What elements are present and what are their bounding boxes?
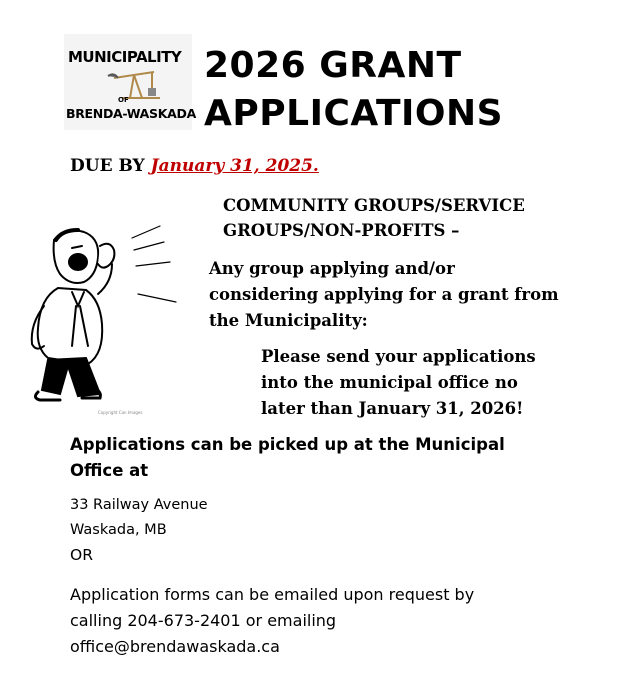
logo-line-1: MUNICIPALITY: [68, 48, 182, 66]
please-send-text: [261, 344, 581, 422]
municipality-logo: [64, 34, 196, 130]
pickup-text: [70, 432, 570, 484]
pickup-line-2: Office at: [70, 461, 149, 480]
any-group-line-3: the Municipality:: [209, 311, 368, 330]
please-line-3: later than January 31, 2026!: [261, 399, 524, 418]
title-line-1: 2026 GRANT: [204, 45, 462, 86]
pickup-line-1: Applications can be picked up at the Municipal: [70, 435, 505, 454]
email-line-2: calling 204-673-2401 or emailing: [70, 611, 337, 630]
any-group-text: [209, 256, 589, 334]
any-group-line-2: considering applying for a grant from: [209, 285, 559, 304]
title-line-2: APPLICATIONS: [204, 93, 504, 134]
shouting-man-illustration: [14, 210, 194, 420]
community-line-2: GROUPS/NON-PROFITS –: [223, 221, 460, 240]
or-divider-text: OR: [70, 546, 93, 564]
any-group-line-1: Any group applying and/or: [209, 259, 455, 278]
email-line-1: Application forms can be emailed upon request by: [70, 585, 475, 604]
due-date: January 31, 2025.: [150, 156, 319, 176]
community-line-1: COMMUNITY GROUPS/SERVICE: [223, 196, 525, 215]
address-street: 33 Railway Avenue: [70, 497, 208, 513]
logo-line-2: BRENDA-WASKADA: [66, 106, 196, 121]
due-date-line: [70, 156, 319, 176]
email-address: office@brendawaskada.ca: [70, 637, 280, 656]
please-line-2: into the municipal office no: [261, 373, 518, 392]
please-line-1: Please send your applications: [261, 347, 536, 366]
email-request-text: [70, 582, 570, 660]
cartoon-caption: Copyright Can Images: [98, 410, 143, 415]
logo-of: OF: [118, 96, 129, 104]
due-label: DUE BY: [70, 156, 145, 176]
community-groups-heading: [223, 193, 525, 243]
office-address: [70, 493, 208, 543]
address-city: Waskada, MB: [70, 522, 167, 538]
page-title: [204, 42, 503, 138]
